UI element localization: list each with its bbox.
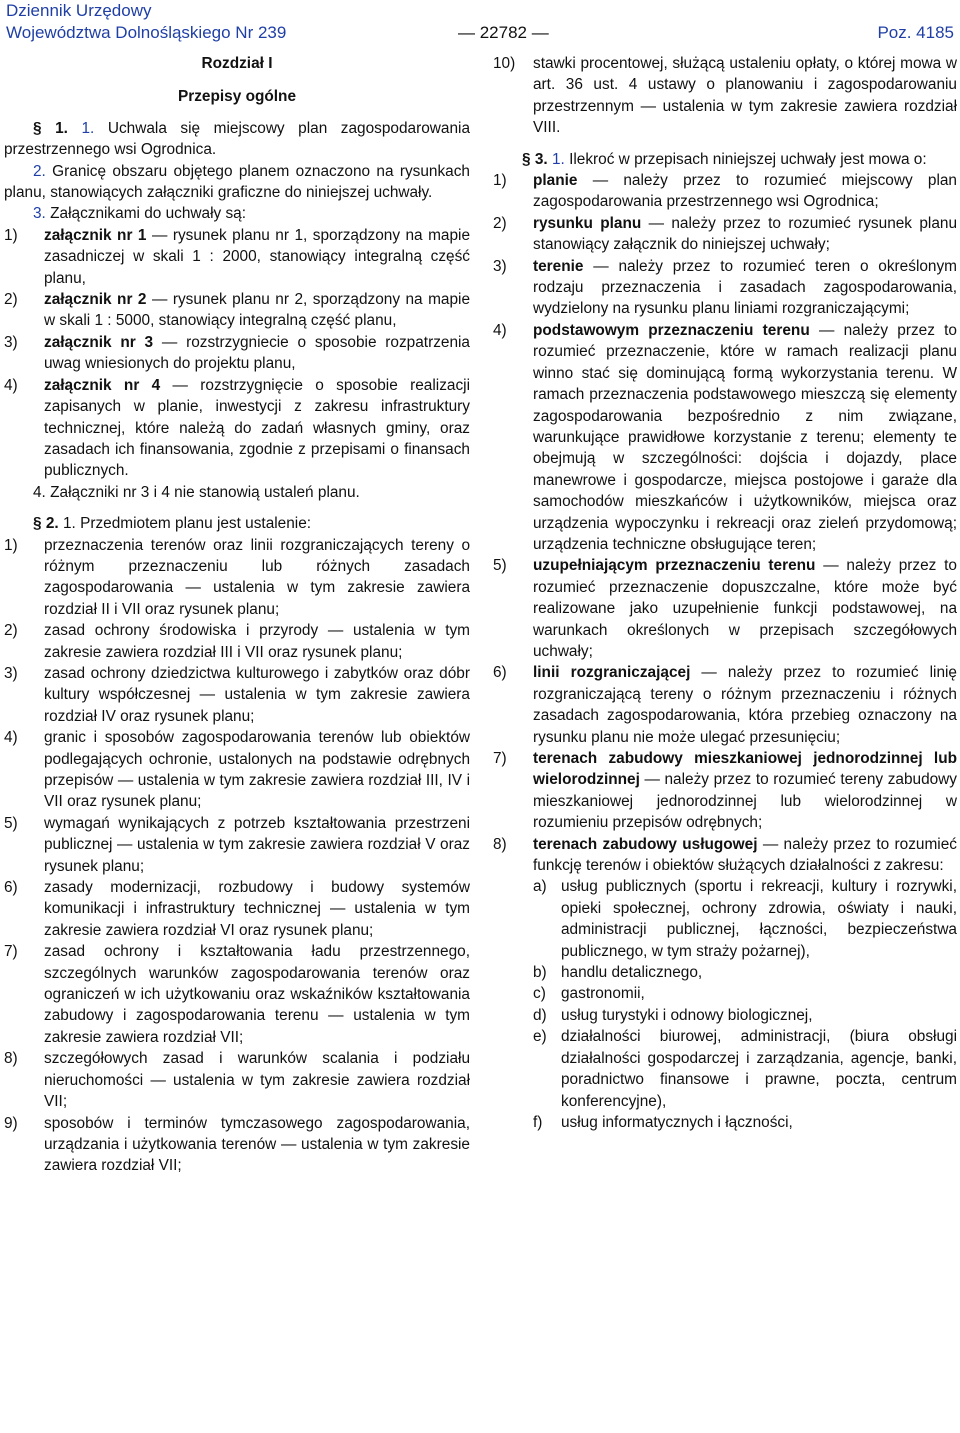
position-number: Poz. 4185 (877, 23, 954, 42)
definition-item: 4) podstawowym przeznaczeniu terenu — należy przez to rozumieć przeznaczenie, które w ramach realizacji planu winno stać się dominującą formą wykorzystania terenu. W ramach przeznaczenia podstawowego mieszczą się elementy zagospodarowania bezpośrednio z nim związane, warunkujące prawidłowe korzystanie z terenu; elementy te obejmują w szczególności: dojścia i dojazdy, place manewrowe i gospodarcze, miejsca postojowe i garaże dla samochodów mieszkańców i użytkowników, miejsca oraz urządzenia wypoczynku i rekreacji oraz zieleń przydomową; urządzenia techniczne obsługujące teren; (493, 321, 957, 553)
s3-mark: § 3. (522, 150, 548, 168)
plan-item: 5) wymagań wynikających z potrzeb kształtowania przestrzeni publicznej — ustalenia w tym zakresie zawiera rozdział V oraz rysunek planu; (4, 814, 470, 875)
attachment-item: 1) załącznik nr 1 — rysunek planu nr 1, sporządzony na mapie zasadniczej w skali 1 : 2000, stanowiący integralną część planu, (4, 226, 470, 287)
journal-title: Dziennik Urzędowy (6, 1, 152, 20)
definition-item: 3) terenie — należy przez to rozumieć teren o określonym rodzaju przeznaczenia i zasadach zagospodarowania, wydzielony na rysunku planu liniami rozgraniczającymi; (493, 257, 957, 318)
sub-item: f) usług informatycznych i łączności, (533, 1113, 793, 1131)
plan-item: 7) zasad ochrony i kształtowania ładu przestrzennego, szczególnych warunków zagospodarowania terenów oraz ograniczeń w ich użytkowaniu oraz wskaźników kształtowania zabudowy i zagospodarowania terenu — ustalenia w tym zakresie zawiera rozdział VII; (4, 943, 470, 1046)
left-column (4, 53, 470, 1177)
s2-mark: § 2. (33, 515, 59, 533)
voivodeship-issue: Województwa Dolnośląskiego Nr 239 (6, 23, 287, 42)
s1-p1: § 1. 1. Uchwala się miejscowy plan zagospodarowania przestrzennego wsi Ogrodnica. (4, 119, 470, 159)
s3-p1: § 3. 1. Ilekroć w przepisach niniejszej uchwały jest mowa o: (522, 150, 927, 168)
definition-item: 6) linii rozgraniczającej — należy przez to rozumieć linię rozgraniczającą tereny o różnym przeznaczeniu i różnych zasadach zagospodarowania, która przebieg oznaczony na rysunku planu nie może ulegać przesunięciu; (493, 664, 957, 746)
sub-item: c) gastronomii, (533, 985, 645, 1003)
plan-item: 6) zasady modernizacji, rozbudowy i budowy systemów komunikacji i infrastruktury technicznej — ustalenia w tym zakresie zawiera rozdział VI oraz rysunek planu; (4, 879, 470, 939)
plan-item: 10) stawki procentowej, służącą ustaleniu opłaty, o której mowa w art. 36 ust. 4 ustawy o planowaniu i zagospodarowaniu przestrzennym — ustalenia w tym zakresie zawiera rozdział VIII. (493, 55, 957, 137)
sub-item: a) usług publicznych (sportu i rekreacji, kultury i rozrywki, opieki społecznej, ochrony zdrowia, oświaty i nauki, administracji publicznej, łączności, bezpieczeństwa publicznego, w tym straży pożarnej), (533, 878, 957, 960)
attachment-item: 4) załącznik nr 4 — rozstrzygnięcie o sposobie realizacji zapisanych w planie, inwestycji z zakresu infrastruktury technicznej, które należą do zadań własnych gminy, oraz zasadach ich finansowania, zgodnie z przepisami o finansach publicznych. (4, 376, 470, 480)
sub-item: b) handlu detalicznego, (533, 964, 703, 982)
definition-item: 7) terenach zabudowy mieszkaniowej jednorodzinnej lub wielorodzinnej — należy przez to rozumieć tereny zabudowy mieszkaniowej jednorodzinnej lub wielorodzinnej w rozumieniu przepisów odrębnych; (493, 750, 957, 832)
chapter-heading: Rozdział I (201, 55, 273, 72)
s1-p3: 3. Załącznikami do uchwały są: (33, 205, 247, 223)
sub-item: e) działalności biurowej, administracji, (biura obsługi działalności gospodarczej i zarządzania, agencje, banki, poradnictwo finansowe i prawne, poczta, centrum konferencyjne), (533, 1028, 957, 1110)
s1-p2: 2. Granicę obszaru objętego planem oznaczono na rysunkach planu, stanowiących załączniki graficzne do niniejszej uchwały. (4, 162, 470, 202)
sub-item: d) usług turystyki i odnowy biologicznej, (533, 1006, 813, 1024)
page-number: — 22782 — (458, 23, 549, 42)
definition-item: 8) terenach zabudowy usługowej — należy przez to rozumieć funkcję terenów i obiektów służących działalności z zakresu: (493, 835, 957, 875)
plan-item: 3) zasad ochrony dziedzictwa kulturowego i zabytków oraz dóbr kultury współczesnej — ustalenia w tym zakresie zawiera rozdział IV oraz rysunek planu; (4, 664, 470, 725)
plan-item: 8) szczegółowych zasad i warunków scalania i podziału nieruchomości — ustalenia w tym zakresie zawiera rozdział VII; (4, 1050, 470, 1111)
attachment-item: 2) załącznik nr 2 — rysunek planu nr 2, sporządzony na mapie w skali 1 : 5000, stanowiący integralną część planu, (4, 291, 470, 330)
definition-item: 2) rysunku planu — należy przez to rozumieć rysunek planu stanowiący załącznik do niniejszej uchwały; (493, 214, 957, 254)
s2-p1: § 2. 1. Przedmiotem planu jest ustalenie: (33, 515, 312, 533)
s1-mark: § 1. (33, 119, 68, 137)
plan-item: 1) przeznaczenia terenów oraz linii rozgraniczających tereny o różnym przeznaczeniu lub różnych zasadach zagospodarowania — ustalenia w tym zakresie zawiera rozdział II i VII oraz rysunek planu; (4, 536, 470, 618)
header-line (6, 22, 954, 44)
right-column (493, 53, 957, 1133)
plan-item: 9) sposobów i terminów tymczasowego zagospodarowania, urządzania i użytkowania terenów — ustalenia w tym zakresie zawiera rozdział VII; (4, 1114, 470, 1175)
attachment-item: 3) załącznik nr 3 — rozstrzygniecie o sposobie rozpatrzenia uwag wniesionych do projektu planu, (4, 333, 470, 373)
definition-item: 5) uzupełniającym przeznaczeniu terenu — należy przez to rozumieć przeznaczenie dopuszczalne, które może być realizowane jako uzupełnienie funkcji podstawowej, na warunkach określonych w przepisach szczegółowych uchwały; (493, 557, 957, 660)
chapter-title: Przepisy ogólne (177, 88, 297, 106)
s1-p4: 4. Załączniki nr 3 i 4 nie stanowią ustaleń planu. (33, 483, 360, 501)
definition-item: 1) planie — należy przez to rozumieć miejscowy plan zagospodarowania przestrzennego wsi Ogrodnica; (493, 172, 957, 211)
plan-item: 2) zasad ochrony środowiska i przyrody — ustalenia w tym zakresie zawiera rozdział III i VII oraz rysunek planu; (4, 622, 470, 661)
plan-item: 4) granic i sposobów zagospodarowania terenów lub obiektów podlegających ochronie, ustalonych na podstawie odrębnych przepisów — ustalenia w tym zakresie zawiera rozdział III, IV i VII oraz rysunek planu; (4, 729, 470, 811)
